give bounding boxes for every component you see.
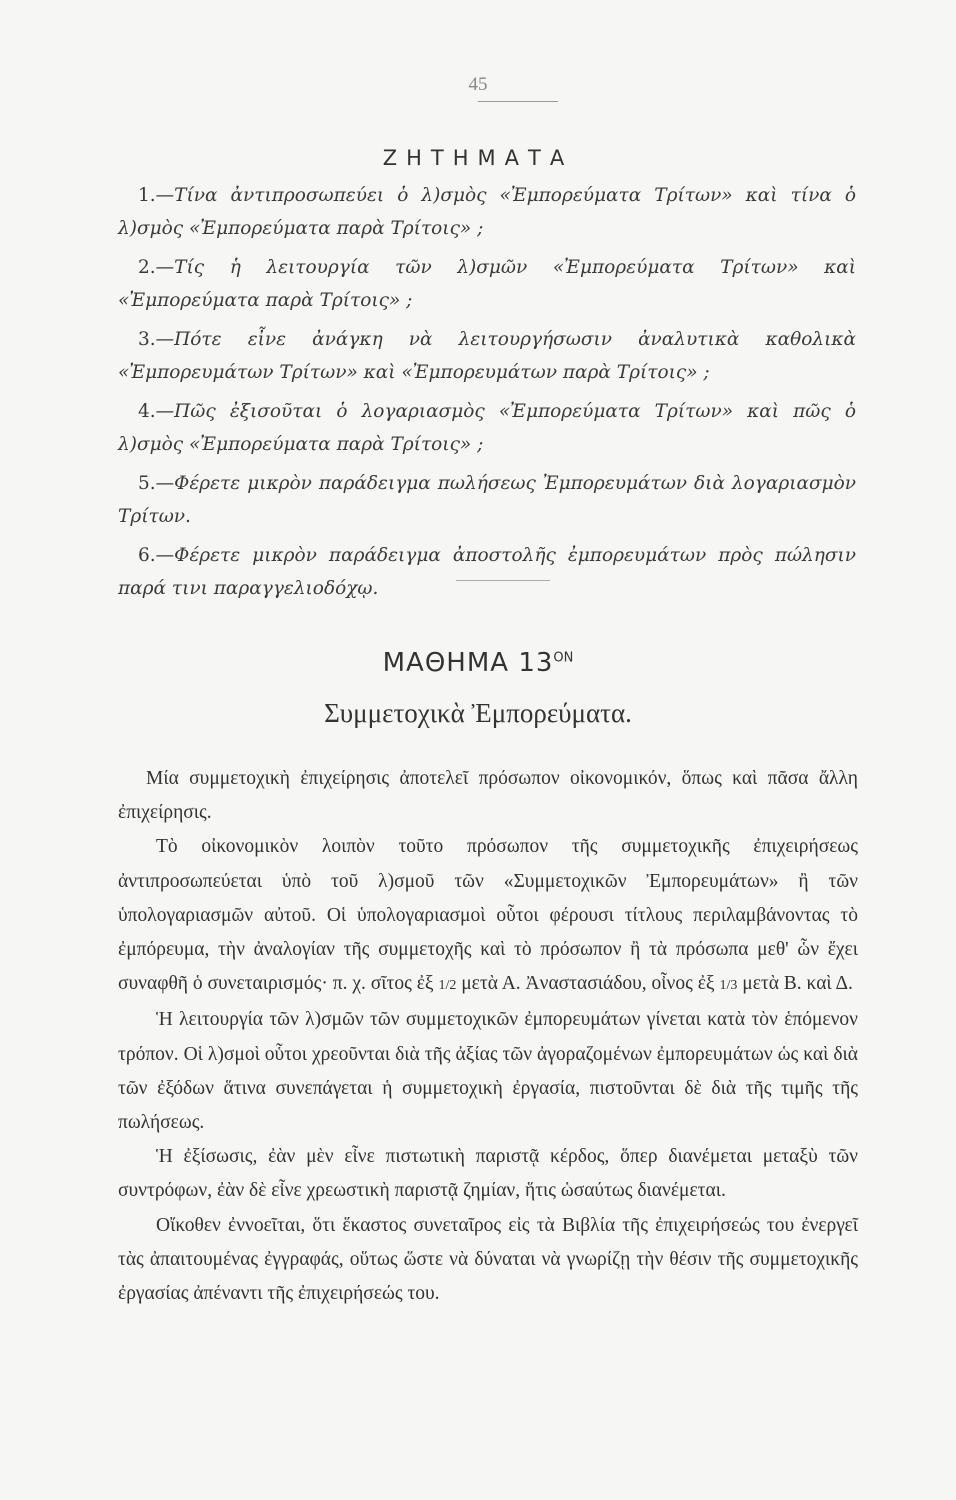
question-number: 2. (138, 257, 156, 278)
paragraph-text: μετὰ Β. καὶ Δ. (742, 973, 853, 995)
lesson-title (0, 648, 956, 678)
questions-heading: ΖΗΤΗΜΑΤΑ (382, 146, 574, 170)
page-number-rule (478, 101, 558, 102)
question-item (118, 396, 856, 461)
fraction: 1/3 (719, 978, 738, 994)
paragraph (118, 830, 858, 1003)
question-item (118, 252, 856, 317)
paragraph-text: μετὰ Α. Ἀναστασιάδου, οἶνος ἐξ (461, 973, 715, 995)
paragraph: Οἴκοθεν ἐννοεῖται, ὅτι ἕκαστος συνεταῖρος εἰς τὰ Βιβλία τῆς ἐπιχειρήσεώς του ἐνεργεῖ τὰς ἀπαιτουμένας ἐγγραφάς, οὕτως ὥστε νὰ δύναται νὰ γνωρίζῃ τὴν θέσιν τῆς συμμετοχικῆς ἐργασίας ἀπέναντι τῆς ἐπιχειρήσεώς του. (118, 1214, 858, 1305)
question-number: 3. (138, 329, 156, 350)
question-text: —Πότε εἶνε ἀνάγκη νὰ λειτουργήσωσιν ἀναλυτικὰ καθολικὰ «Ἐμπορευμάτων Τρίτων» καὶ «Ἐμπορευμάτων παρὰ Τρίτοις» ; (118, 329, 856, 383)
question-text: —Φέρετε μικρὸν παράδειγμα ἀποστολῆς ἐμπορευμάτων πρὸς πώλησιν παρά τινι παραγγελιοδόχῳ. (118, 545, 856, 599)
paragraph: Μία συμμετοχικὴ ἐπιχείρησις ἀποτελεῖ πρόσωπον οἰκονομικόν, ὅπως καὶ πᾶσα ἄλλη ἐπιχείρησις. (118, 768, 858, 824)
lesson-body (118, 762, 858, 1311)
lesson-title-text: ΜΑΘΗΜΑ 13 (382, 648, 554, 678)
question-item (118, 324, 856, 389)
page-number: 45 (468, 74, 488, 95)
lesson-subtitle: Συμμετοχικὰ Ἐμπορεύματα. (324, 698, 632, 728)
lesson-title-suffix: ΟΝ (553, 650, 574, 666)
section-divider (456, 580, 550, 581)
question-item (118, 180, 856, 245)
paragraph: Ἡ ἐξίσωσις, ἐὰν μὲν εἶνε πιστωτικὴ παριστᾷ κέρδος, ὅπερ διανέμεται μεταξὺ τῶν συντρόφων, ἐὰν δὲ εἶνε χρεωστικὴ παριστᾷ ζημίαν, ἥτις ὡσαύτως διανέμεται. (118, 1146, 858, 1202)
question-text: —Φέρετε μικρὸν παράδειγμα πωλήσεως Ἐμπορευμάτων διὰ λογαριασμὸν Τρίτων. (118, 473, 856, 527)
paragraph: Ἡ λειτουργία τῶν λ)σμῶν τῶν συμμετοχικῶν ἐμπορευμάτων γίνεται κατὰ τὸν ἑπόμενον τρόπον. Οἱ λ)σμοὶ οὗτοι χρεοῦνται διὰ τῆς ἀξίας τῶν ἀγοραζομένων ἐμπορευμάτων ὡς καὶ διὰ τῶν ἐξόδων ἅτινα συνεπάγεται ἡ συμμετοχικὴ ἐργασία, πιστοῦνται δὲ διὰ τῆς τιμῆς τῆς πωλήσεως. (118, 1009, 858, 1134)
question-list (118, 180, 856, 612)
question-number: 6. (138, 545, 156, 566)
question-text: —Τίνα ἀντιπροσωπεύει ὁ λ)σμὸς «Ἐμπορεύματα Τρίτων» καὶ τίνα ὁ λ)σμὸς «Ἐμπορεύματα παρὰ Τρίτοις» ; (118, 185, 856, 239)
question-text: —Τίς ἡ λειτουργία τῶν λ)σμῶν «Ἐμπορεύματα Τρίτων» καὶ «Ἐμπορεύματα παρὰ Τρίτοις» ; (118, 257, 856, 311)
paragraph-text: Τὸ οἰκονομικὸν λοιπὸν τοῦτο πρόσωπον τῆς συμμετοχικῆς ἐπιχειρήσεως ἀντιπροσωπεύεται ὑπὸ τοῦ λ)σμοῦ τῶν «Συμμετοχικῶν Ἐμπορευμάτων» ἢ τῶν ὑπολογαριασμῶν αὐτοῦ. Οἱ ὑπολογαριασμοὶ οὗτοι φέρουσι τίτλους περιλαμβάνοντας τὸ ἐμπόρευμα, τὴν ἀναλογίαν τῆς συμμετοχῆς καὶ τὸ πρόσωπον ἢ τὰ πρόσωπα μεθ' ὧν ἔχει συναφθῆ ὁ συνεταιρισμός· π. χ. σῖτος ἐξ (118, 836, 858, 995)
question-item (118, 540, 856, 605)
question-number: 1. (138, 185, 156, 206)
question-number: 4. (138, 401, 156, 422)
question-number: 5. (138, 473, 156, 494)
fraction: 1/2 (438, 978, 457, 994)
question-item (118, 468, 856, 533)
question-text: —Πῶς ἐξισοῦται ὁ λογαριασμὸς «Ἐμπορεύματα Τρίτων» καὶ πῶς ὁ λ)σμὸς «Ἐμπορεύματα παρὰ Τρίτοις» ; (118, 401, 856, 455)
